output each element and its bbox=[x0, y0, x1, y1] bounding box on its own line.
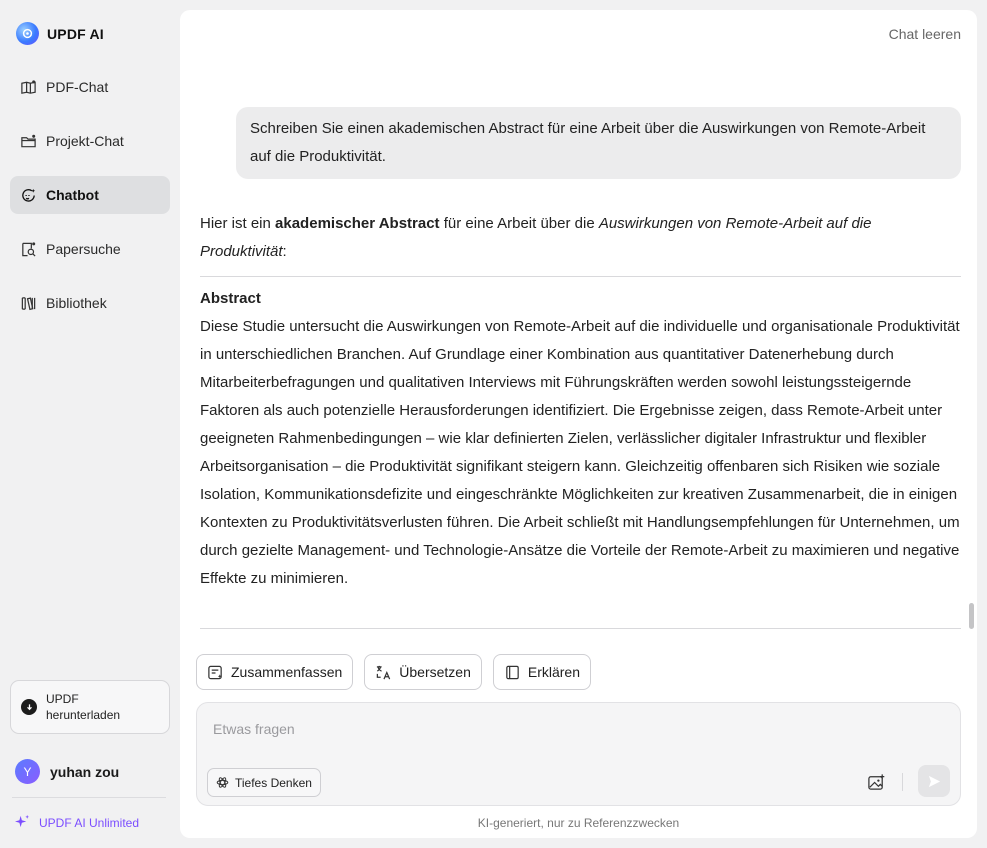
quick-actions bbox=[196, 654, 591, 690]
sidebar-item-papersuche[interactable] bbox=[10, 230, 170, 268]
user-message-bubble: Schreiben Sie einen akademischen Abstract für eine Arbeit über die Auswirkungen von Remote-Arbeit auf die Produktivität. bbox=[236, 107, 961, 179]
upgrade-unlimited-link[interactable] bbox=[15, 814, 139, 832]
translate-label: Übersetzen bbox=[399, 664, 471, 680]
sparkle-icon bbox=[15, 814, 30, 832]
sidebar-divider bbox=[12, 797, 166, 798]
answer-intro-text: für eine Arbeit über die bbox=[439, 215, 599, 232]
updf-logo-icon bbox=[16, 22, 39, 45]
answer-intro-text: Hier ist ein bbox=[200, 215, 276, 232]
atom-icon bbox=[216, 776, 229, 789]
chat-panel bbox=[180, 10, 977, 838]
explain-label: Erklären bbox=[527, 664, 581, 680]
deep-think-toggle[interactable] bbox=[207, 768, 321, 797]
user-profile[interactable] bbox=[15, 759, 119, 784]
sidebar-nav bbox=[10, 68, 170, 338]
explain-button[interactable] bbox=[493, 654, 591, 690]
send-button[interactable] bbox=[918, 765, 950, 797]
summarize-label: Zusammenfassen bbox=[231, 664, 343, 680]
user-name: yuhan zou bbox=[50, 763, 120, 780]
folder-chat-icon bbox=[20, 133, 37, 150]
abstract-body: Diese Studie untersucht die Auswirkungen von Remote-Arbeit auf die individuelle und organisationale Produktivität in unterschiedlichen Branchen. Auf Grundlage einer Kombination aus quantitativer Datenerhebung durch Mitarbeiterbefragungen und qualitativen Interviews mit Führungskräften werden sowohl leistungssteigernde Faktoren als auch potenzielle Herausforderungen identifiziert. Die Ergebnisse zeigen, dass Remote-Arbeit unter geeigneten Rahmenbedingungen – wie klar definierten Zielen, verlässlicher digitaler Infrastruktur und flexibler Arbeitsorganisation – die Produktivität signifikant steigern kann. Gleichzeitig offenbaren sich Risiken wie soziale Isolation, Kommunikationsdefizite und eingeschränkte Möglichkeiten zur kreativen Zusammenarbeit, die in einigen Kontexten zu Produktivitätsverlusten führen. Die Arbeit schließt mit Handlungsempfehlungen für Unternehmen, um durch gezielte Management- und Technologie-Ansätze die Vorteile der Remote-Arbeit zu maximieren und negative Effekte zu minimieren. bbox=[200, 318, 960, 587]
message-composer bbox=[196, 702, 961, 806]
paper-search-icon bbox=[20, 241, 37, 258]
unlimited-label: UPDF AI Unlimited bbox=[39, 816, 140, 830]
scrollbar-thumb[interactable] bbox=[969, 603, 974, 629]
send-icon bbox=[927, 774, 942, 789]
avatar: Y bbox=[15, 759, 40, 784]
sidebar-item-pdf-chat[interactable] bbox=[10, 68, 170, 106]
download-updf-button[interactable] bbox=[10, 680, 170, 734]
sidebar bbox=[0, 0, 180, 848]
image-upload-button[interactable] bbox=[865, 771, 887, 793]
ask-input[interactable] bbox=[213, 717, 813, 741]
sidebar-item-label: Projekt-Chat bbox=[46, 133, 124, 149]
clear-chat-button[interactable]: Chat leeren bbox=[888, 26, 961, 42]
answer-intro-bold: akademischer Abstract bbox=[275, 215, 440, 232]
answer-divider bbox=[200, 276, 961, 277]
brand[interactable] bbox=[16, 22, 104, 45]
answer-intro-italic: Auswirkungen von Remote-Arbeit auf die Produktivität bbox=[200, 215, 872, 260]
sidebar-item-bibliothek[interactable] bbox=[10, 284, 170, 322]
translate-icon bbox=[375, 664, 392, 681]
library-icon bbox=[20, 295, 37, 312]
sidebar-item-label: Papersuche bbox=[46, 241, 121, 257]
sidebar-item-label: Chatbot bbox=[46, 187, 99, 203]
answer-intro bbox=[200, 210, 961, 266]
book-chat-icon bbox=[20, 79, 37, 96]
image-plus-icon bbox=[867, 773, 886, 792]
deep-think-label: Tiefes Denken bbox=[235, 775, 312, 790]
download-icon bbox=[21, 699, 37, 715]
sidebar-item-chatbot[interactable] bbox=[10, 176, 170, 214]
brand-name: UPDF AI bbox=[47, 25, 104, 42]
sidebar-item-label: Bibliothek bbox=[46, 295, 107, 311]
abstract-heading: Abstract bbox=[200, 290, 261, 307]
answer-divider bbox=[200, 628, 961, 629]
sidebar-item-projekt-chat[interactable] bbox=[10, 122, 170, 160]
ai-disclaimer: KI-generiert, nur zu Referenzzwecken bbox=[477, 816, 680, 830]
composer-divider bbox=[902, 773, 903, 791]
chatbot-icon bbox=[20, 187, 37, 204]
sidebar-item-label: PDF-Chat bbox=[46, 79, 109, 95]
summarize-button[interactable] bbox=[196, 654, 353, 690]
translate-button[interactable] bbox=[364, 654, 482, 690]
answer-intro-text: : bbox=[282, 243, 287, 260]
summarize-icon bbox=[207, 664, 224, 681]
assistant-answer bbox=[200, 210, 961, 593]
book-icon bbox=[504, 664, 521, 681]
download-label: UPDF herunterladen bbox=[46, 692, 121, 722]
